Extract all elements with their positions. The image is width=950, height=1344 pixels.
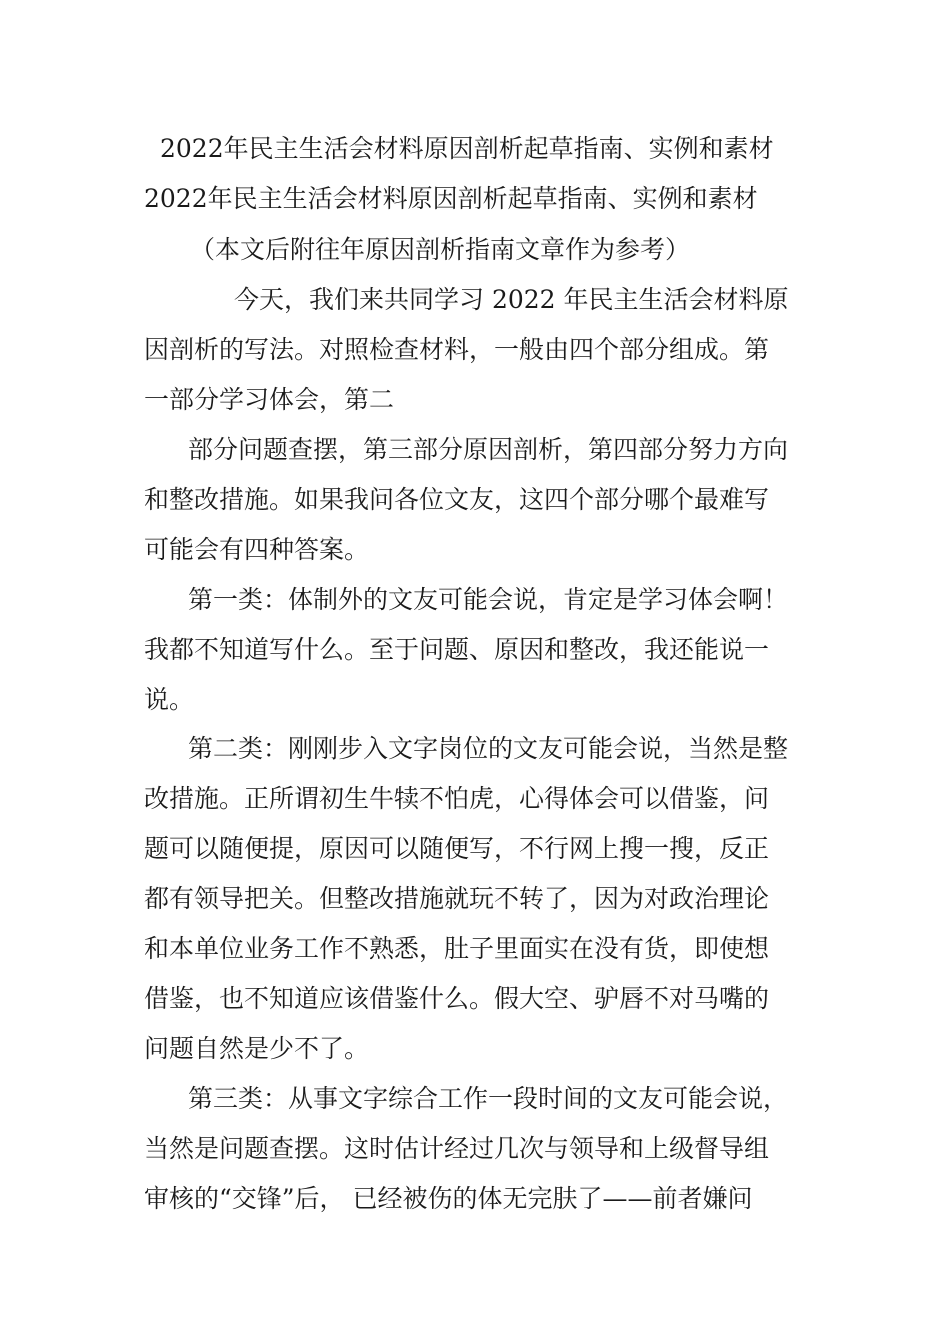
paragraph-2-line-1: 部分问题查摆，第三部分原因剖析，第四部分努力方向: [188, 435, 789, 464]
paragraph-4-line-4: 都有领导把关。但整改措施就玩不转了，因为对政治理论: [144, 884, 770, 913]
paragraph-3-line-1: 第一类：体制外的文友可能会说，肯定是学习体会啊！: [188, 585, 789, 614]
paragraph-1-line-2: 因剖析的写法。对照检查材料，一般由四个部分组成。第: [144, 335, 770, 364]
paragraph-3-line-2: 我都不知道写什么。至于问题、原因和整改，我还能说一: [144, 635, 770, 664]
title-line-1: 2022年民主生活会材料原因剖析起草指南、实例和素材: [160, 134, 774, 163]
paragraph-5-line-2: 当然是问题查摆。这时估计经过几次与领导和上级督导组: [144, 1134, 770, 1163]
paragraph-3-line-3: 说。: [144, 685, 195, 714]
paragraph-5-line-3: 审核的“交锋”后， 已经被伤的体无完肤了——前者嫌问: [144, 1184, 753, 1213]
paragraph-4-line-7: 问题自然是少不了。: [144, 1034, 370, 1063]
paragraph-1-line-1: 今天，我们来共同学习 2022 年民主生活会材料原: [234, 285, 789, 314]
paragraph-5-line-1: 第三类：从事文字综合工作一段时间的文友可能会说，: [188, 1084, 789, 1113]
paragraph-4-line-5: 和本单位业务工作不熟悉，肚子里面实在没有货，即使想: [144, 934, 770, 963]
paragraph-4-line-3: 题可以随便提，原因可以随便写，不行网上搜一搜，反正: [144, 834, 770, 863]
subtitle-note: （本文后附往年原因剖析指南文章作为参考）: [190, 235, 691, 264]
paragraph-4-line-6: 借鉴，也不知道应该借鉴什么。假大空、驴唇不对马嘴的: [144, 984, 770, 1013]
title-line-2: 2022年民主生活会材料原因剖析起草指南、实例和素材: [144, 184, 758, 213]
paragraph-2-line-2: 和整改措施。如果我问各位文友，这四个部分哪个最难写: [144, 485, 770, 514]
paragraph-4-line-2: 改措施。正所谓初生牛犊不怕虎，心得体会可以借鉴，问: [144, 784, 770, 813]
paragraph-4-line-1: 第二类：刚刚步入文字岗位的文友可能会说，当然是整: [188, 734, 789, 763]
paragraph-1-line-3: 一部分学习体会，第二: [144, 385, 395, 414]
paragraph-2-line-3: 可能会有四种答案。: [144, 535, 370, 564]
